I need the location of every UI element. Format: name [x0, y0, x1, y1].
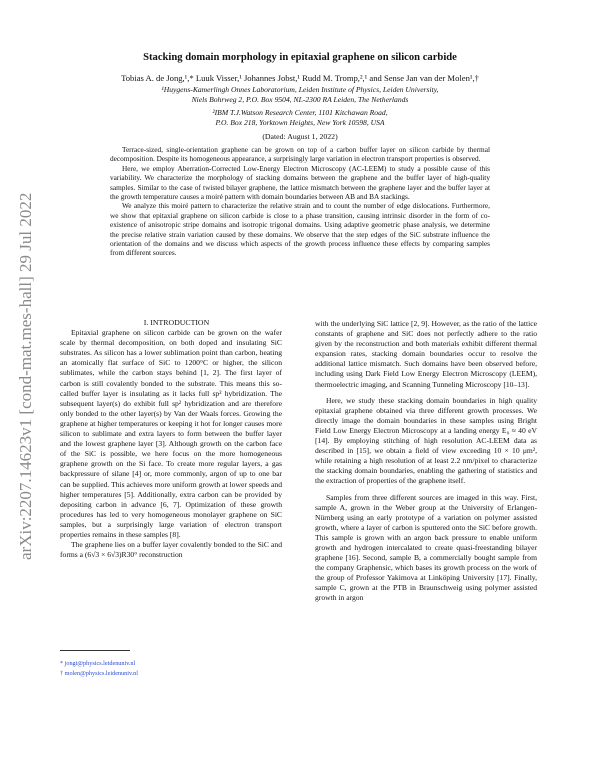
footnote-rule	[60, 650, 130, 651]
body-paragraph: Samples from three different sources are imaged in this way. First, sample A, grown in the Weber group at the University of Erlangen-Nürnberg using an early prototype of a variation on polymer assisted growth, where a layer of carbon is sputtered onto the SiC before growth. This sample is grown with an argon back pressure to enable uniform growth and hydrogen intercalated to create quasi-freestanding bilayer graphene [16]. Second, sample B, a commercially bought sample from the company Graphensic, which bases its growth process on the work of the group of Professor Yakimova at Linköping University [17]. Finally, sample C, grown at the PTB in Braunschweig using polymer assisted growth in argon	[315, 492, 537, 603]
abstract-paragraph: Terrace-sized, single-orientation graphene can be grown on top of a carbon buffer layer on silicon carbide by thermal decomposition. Despite its homogeneous appearance, a surprisingly large variation in electron transport properties is observed.	[110, 145, 490, 164]
body-paragraph: with the underlying SiC lattice [2, 9]. However, as the ratio of the lattice constants of graphene and SiC does not perfectly adhere to the ratio given by the reconstruction and both materials exhibit different thermal expansion rates, stacking domain boundaries occur to resolve the additional lattice mismatch. Such domains have been observed before, including using Dark Field Low Energy Electron Microscopy (LEEM), thermoelectric imaging, and Scanning Tunneling Microscopy [10–13].	[315, 319, 537, 389]
abstract-paragraph: Here, we employ Aberration-Corrected Low-Energy Electron Microscopy (AC-LEEM) to study a possible cause of this variability. We characterize the morphology of stacking domains between the graphene and the buffer layer of high-quality samples. Similar to the case of twisted bilayer graphene, the lattice mismatch between the graphene layer and the buffer layer at the growth temperature causes a moiré pattern with domain boundaries between AB and BA stackings.	[110, 163, 490, 202]
affiliation-1-line-2: Niels Bohrweg 2, P.O. Box 9504, NL-2300 RA Leiden, The Netherlands	[191, 95, 409, 104]
abstract-paragraph: We analyze this moiré pattern to characterize the relative strain and to count the number of edge dislocations. Furthermore, we show that epitaxial graphene on silicon carbide is close to a phase transition, causing intrinsic disorder in the form of co-existence of anisotropic stripe domains and isotropic trigonal domains. Using adaptive geometric phase analysis, we determine the precise relative strain variation caused by these domains. We observe that the step edges of the SiC substrate influence the orientation of the domains and we discuss which aspects of the growth process influence these effects by comparing samples from different sources.	[110, 201, 490, 258]
affiliation-1-line-1: ¹Huygens-Kamerlingh Onnes Laboratorium, Leiden Institute of Physics, Leiden University,	[161, 85, 439, 94]
abstract	[110, 145, 490, 258]
footnote-email-2[interactable]: † molen@physics.leidenuniv.nl	[60, 670, 138, 677]
paper-title: Stacking domain morphology in epitaxial graphene on silicon carbide	[143, 52, 457, 63]
author-list: Tobias A. de Jong,¹,* Luuk Visser,¹ Johannes Jobst,¹ Rudd M. Tromp,²,¹ and Sense Jan van der Molen¹,†	[121, 73, 479, 83]
body-paragraph: The graphene lies on a buffer layer covalently bonded to the SiC and forms a (6√3 × 6√3)R30° reconstruction	[60, 540, 282, 560]
footnote-email-1[interactable]: * jongt@physics.leidenuniv.nl	[60, 660, 136, 667]
affiliation-1	[60, 85, 540, 105]
arxiv-identifier: arXiv:2207.14623v1 [cond-mat.mes-hall] 29 Jul 2022	[16, 192, 35, 560]
affiliation-2-line-1: ²IBM T.J.Watson Research Center, 1101 Kitchawan Road,	[212, 108, 388, 117]
left-column	[60, 318, 282, 560]
affiliation-2	[60, 108, 540, 128]
dated-line: (Dated: August 1, 2022)	[262, 132, 338, 141]
affiliation-2-line-2: P.O. Box 218, Yorktown Heights, New York 10598, USA	[215, 118, 385, 127]
right-column	[315, 319, 537, 604]
body-paragraph: Epitaxial graphene on silicon carbide can be grown on the wafer scale by thermal decomposition, on both doped and insulating SiC substrates. As silicon has a lower sublimation point than carbon, heating an atomically flat surface of SiC to 1200°C or higher, the silicon sublimates, while the carbon stays behind [1, 2]. The first layer of carbon is still covalently bonded to the substrate. This means this so-called buffer layer is insulating as it lacks full sp² hybridization. The subsequent layer(s) do exhibit full sp² hybridization and are therefore only bonded to the other layer(s) by Van der Waals forces. Growing the graphene at higher temperatures or keeping it hot for longer causes more silicon to sublimate and extra layers to form between the buffer layer and the lowest graphene layer [3]. Although growth on the carbon face of the SiC is possible, we here focus on the more homogeneous graphene growth on the Si face. To create more regular layers, a gas backpressure of silane [4] or, more commonly, argon of up to one bar can be supplied. This achieves more uniform growth at lower speeds and higher temperatures [5]. Additionally, extra carbon can be provided by depositing carbon in advance [6, 7]. Optimization of these growth procedures has led to very homogeneous monolayer graphene on SiC samples, but a surprisingly large variation of electron transport properties remains in these samples [8].	[60, 328, 282, 539]
arxiv-sidebar	[6, 192, 46, 570]
body-paragraph: Here, we study these stacking domain boundaries in high quality epitaxial graphene obtained via three different growth processes. We directly image the domain boundaries in these samples using Bright Field Low Energy Electron Microscopy at a landing energy E₀ ≈ 40 eV [14]. By employing stitching of high resolution AC-LEEM data as described in [15], we obtain a field of view exceeding 10 × 10 μm², while retaining a high resolution of at least 2.2 nm/pixel to characterize the stacking domain boundaries, enabling the gathering of statistics and the extraction of properties of the graphene itself.	[315, 395, 537, 486]
section-heading: I. INTRODUCTION	[143, 318, 210, 327]
